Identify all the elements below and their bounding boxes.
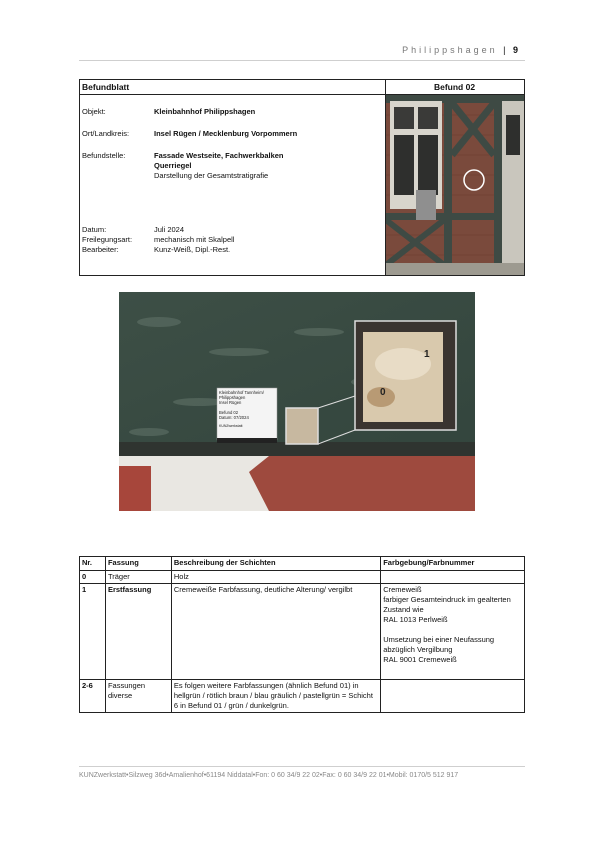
footer-rule xyxy=(79,766,525,767)
marker-layer-0: 0 xyxy=(380,387,386,398)
layers-table xyxy=(79,556,525,713)
cell-fassung: Erstfassung xyxy=(105,584,171,680)
page-header xyxy=(402,45,518,55)
value-datum: Juli 2024 xyxy=(154,225,185,234)
label-bearbeiter: Bearbeiter: xyxy=(82,245,119,254)
value-objekt: Kleinbahnhof Philippshagen xyxy=(154,107,256,116)
card-line: Insel Rügen xyxy=(219,400,242,405)
label-ort: Ort/Landkreis: xyxy=(82,129,130,138)
label-datum: Datum: xyxy=(82,225,107,234)
table-header-row xyxy=(80,557,525,571)
cell-nr: 1 xyxy=(80,584,106,680)
page-footer: KUNZwerkstatt•Silzweg 36d•Amalienhof•61194 Niddatal•Fon: 0 60 34/9 22 02•Fax: 0 60 34/9 22 01•Mobil: 0170/5 512 917 xyxy=(79,772,459,779)
befund-photo xyxy=(119,292,475,511)
cell-farbe xyxy=(381,680,525,713)
value-ort: Insel Rügen / Mecklenburg Vorpommern xyxy=(154,129,298,138)
col-header: Beschreibung der Schichten xyxy=(171,557,380,571)
page-number: 9 xyxy=(512,45,518,55)
cell-nr: 0 xyxy=(80,571,106,584)
card-line: Philippshagen xyxy=(219,395,246,400)
value-befundstelle-3: Darstellung der Gesamtstratigrafie xyxy=(154,171,269,180)
scale-card xyxy=(219,390,277,429)
value-befundstelle-2: Querriegel xyxy=(154,161,192,170)
card-line: Kleinbahnhof Tannheim/ xyxy=(219,390,264,395)
card-line: Datum: 07/2024 xyxy=(219,415,249,420)
card-line: Befund 02 xyxy=(219,410,239,415)
col-header: Fassung xyxy=(105,557,171,571)
col-header: Farbgebung/Farbnummer xyxy=(381,557,525,571)
table-row xyxy=(80,571,525,584)
cell-beschreibung: Cremeweiße Farbfassung, deutliche Alterung/ vergilbt xyxy=(171,584,380,680)
befund-number: Befund 02 xyxy=(385,80,524,95)
label-befundstelle: Befundstelle: xyxy=(82,151,126,160)
label-objekt: Objekt: xyxy=(82,107,106,116)
sheet-title: Befundblatt xyxy=(80,80,385,95)
table-row xyxy=(80,584,525,680)
cell-beschreibung: Holz xyxy=(171,571,380,584)
header-separator: | xyxy=(503,45,506,55)
cell-farbe: Cremeweiß farbiger Gesamteindruck im gealterten Zustand wie RAL 1013 Perlweiß Umsetzung bei einer Neufassung abzüglich Vergilbung RAL 9001 Cremeweiß xyxy=(381,584,525,680)
cell-farbe xyxy=(381,571,525,584)
facade-photo xyxy=(386,95,524,275)
header-place: Philippshagen xyxy=(402,45,498,55)
cell-beschreibung: Es folgen weitere Farbfassungen (ähnlich Befund 01) in hellgrün / rötlich braun / blau gräulich / pastellgrün = Schicht 6 in Befund 01 / grün / dunkelgrün. xyxy=(171,680,380,713)
card-footer: KUNZwerkstatt xyxy=(219,424,243,428)
col-header: Nr. xyxy=(80,557,106,571)
value-freilegungsart: mechanisch mit Skalpell xyxy=(154,235,235,244)
cell-nr: 2-6 xyxy=(80,680,106,713)
header-rule xyxy=(79,60,525,61)
cell-fassung: Träger xyxy=(105,571,171,584)
marker-layer-1: 1 xyxy=(424,349,430,360)
table-row xyxy=(80,680,525,713)
value-bearbeiter: Kunz-Weiß, Dipl.-Rest. xyxy=(154,245,231,254)
cell-fassung: Fassungen diverse xyxy=(105,680,171,713)
label-freilegungsart: Freilegungsart: xyxy=(82,235,133,244)
value-befundstelle-1: Fassade Westseite, Fachwerkbalken xyxy=(154,151,284,160)
